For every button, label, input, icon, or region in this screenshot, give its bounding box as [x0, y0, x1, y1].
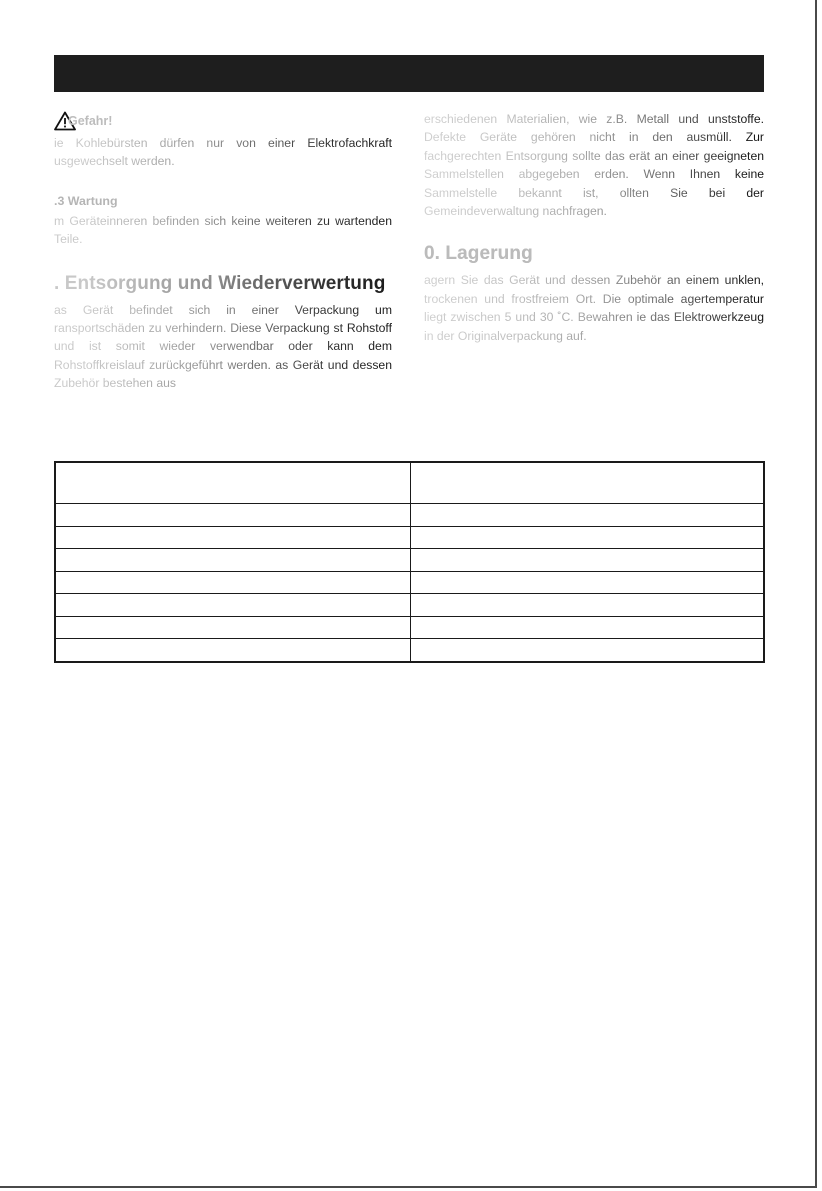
table-cell — [55, 594, 411, 617]
table-cell — [411, 639, 765, 662]
table-cell — [411, 526, 765, 549]
danger-text: ie Kohlebürsten dürfen nur von einer Elektrofachkraft usgewechselt werden. — [54, 134, 392, 171]
disposal-continued-text: erschiedenen Materialien, wie z.B. Metall und unststoffe. Defekte Geräte gehören nicht in den ausmüll. Zur fachgerechten Entsorgung sollte das erät an einer geeigneten Sammelstellen abgegeben erden. Wenn Ihnen keine Sammelstelle bekannt ist, ollten Sie bei der Gemeindeverwaltung nachfragen. — [424, 110, 764, 220]
table-cell — [55, 504, 411, 527]
table-cell — [411, 616, 765, 639]
table-cell — [55, 462, 411, 504]
table-row — [55, 594, 764, 617]
disposal-text: as Gerät befindet sich in einer Verpackung um ransportschäden zu verhindern. Diese Verpackung st Rohstoff und ist somit wieder verwendbar oder kann dem Rohstoffkreislauf zurückgeführt werden. as Gerät und dessen Zubehör bestehen aus — [54, 301, 392, 393]
header-bar — [54, 55, 764, 92]
table-cell — [55, 571, 411, 594]
storage-text: agern Sie das Gerät und dessen Zubehör an einem unklen, trockenen und frostfreiem Ort. Die optimale agertemperatur liegt zwischen 5 und 30 ˚C. Bewahren ie das Elektrowerkzeug in der Originalverpackung auf. — [424, 271, 764, 345]
table-row — [55, 526, 764, 549]
table-cell — [411, 571, 765, 594]
right-column — [424, 110, 764, 345]
danger-label: Gefahr! — [68, 114, 113, 128]
table-row — [55, 639, 764, 662]
left-column — [54, 110, 392, 393]
table-cell — [55, 549, 411, 572]
table-row — [55, 504, 764, 527]
table-cell — [411, 594, 765, 617]
danger-notice — [54, 110, 392, 132]
storage-heading: 0. Lagerung — [424, 242, 764, 266]
table-row — [55, 571, 764, 594]
maintenance-heading: .3 Wartung — [54, 193, 118, 208]
page-border-bottom — [0, 1186, 817, 1188]
table-cell — [411, 504, 765, 527]
table-row — [55, 549, 764, 572]
page-border-right — [815, 0, 817, 1187]
table-cell — [411, 549, 765, 572]
table-cell — [55, 639, 411, 662]
disposal-heading: . Entsorgung und Wiederverwertung — [54, 272, 392, 296]
data-table — [54, 461, 765, 663]
table-cell — [55, 616, 411, 639]
table-row — [55, 616, 764, 639]
table-cell — [55, 526, 411, 549]
table-header-row — [55, 462, 764, 504]
table-cell — [411, 462, 765, 504]
maintenance-text: m Geräteinneren befinden sich keine weiteren zu wartenden Teile. — [54, 212, 392, 249]
